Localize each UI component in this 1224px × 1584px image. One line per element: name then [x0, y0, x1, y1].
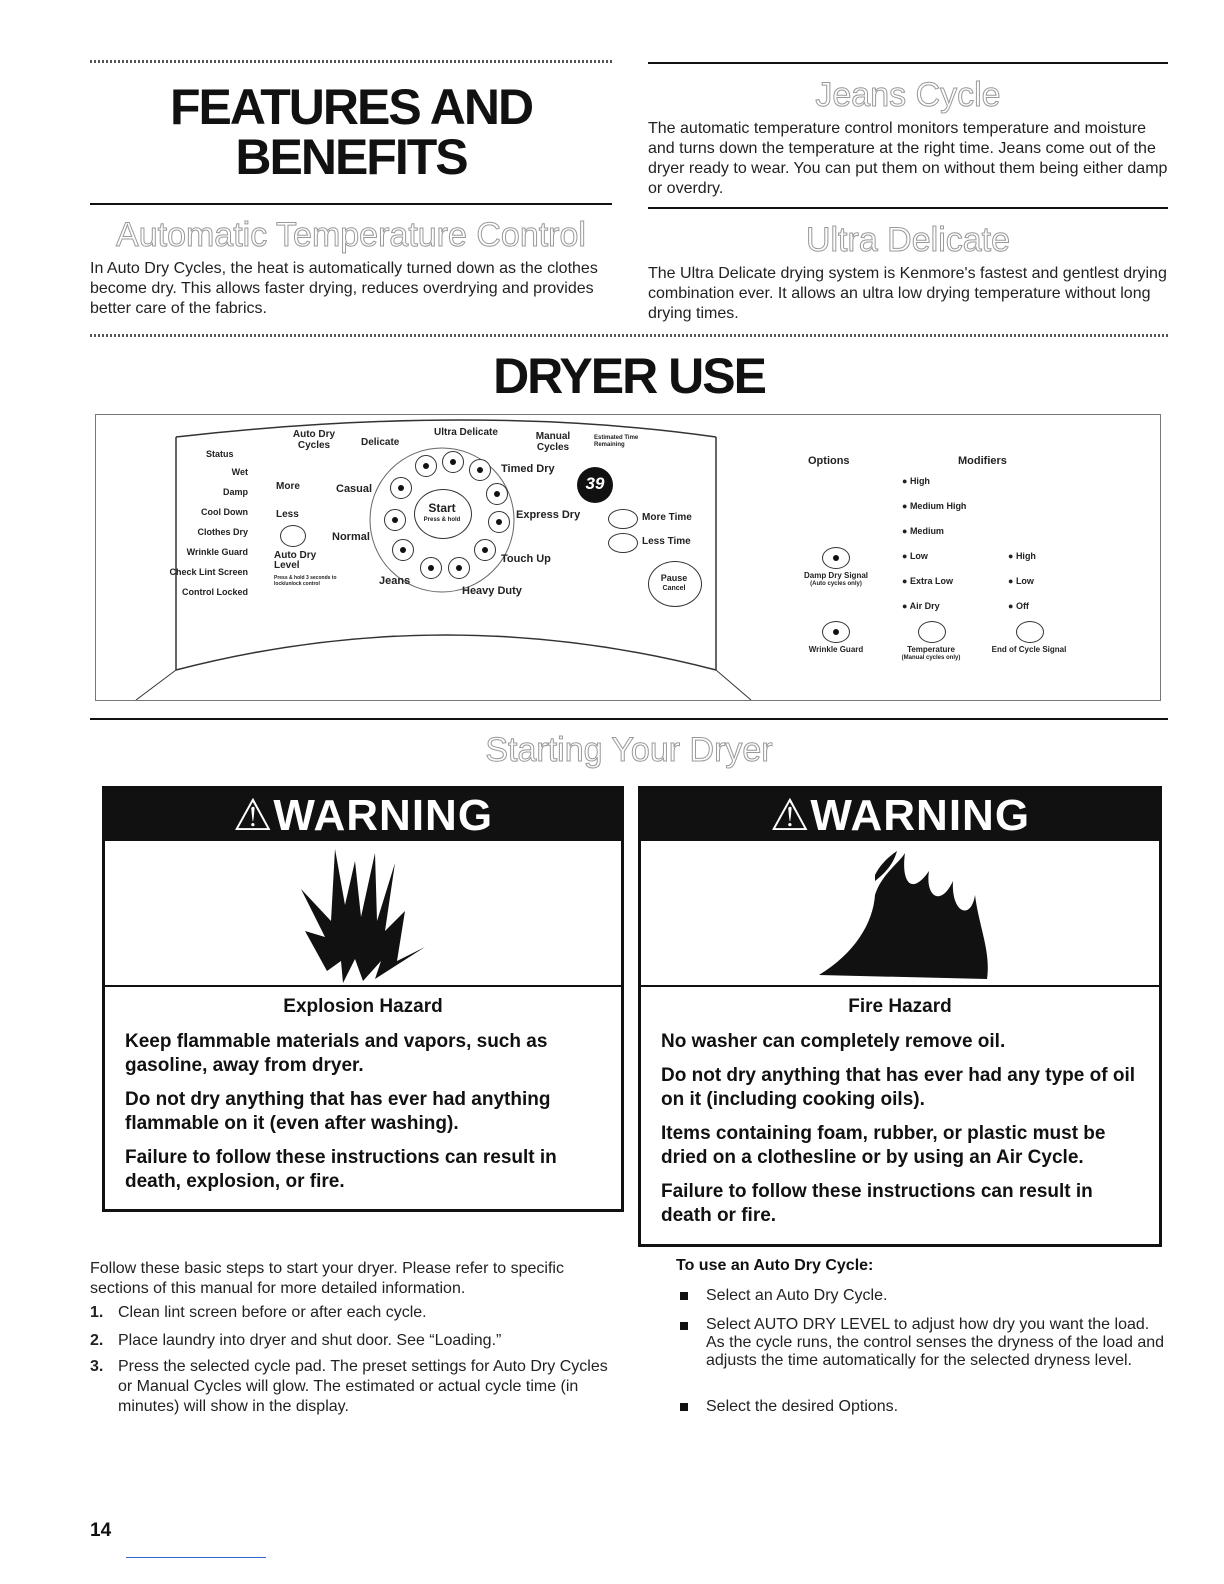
- lock-note: Press & hold 3 seconds to lock/unlock control: [274, 575, 337, 587]
- warning-text: Do not dry anything that has ever had anything flammable on it (even after washing).: [125, 1089, 551, 1134]
- normal-label: Normal: [332, 531, 370, 543]
- warning-banner: [105, 789, 621, 841]
- status-title: Status: [206, 449, 234, 459]
- status-item: Clothes Dry: [197, 527, 248, 537]
- fire-icon-area: [641, 841, 1159, 987]
- warning-icon: ⚠: [232, 791, 274, 840]
- page-number: 14: [90, 1520, 112, 1541]
- auto-dry-level-label: Auto Dry Level: [274, 550, 317, 571]
- status-item: Wet: [231, 467, 248, 477]
- bullet-icon: [680, 1403, 688, 1411]
- damp-dry-sub-label: (Auto cycles only): [810, 581, 862, 587]
- hazard-title: Fire Hazard: [848, 996, 952, 1017]
- temp-level-label: Extra Low: [909, 576, 953, 586]
- touch-up-label: Touch Up: [501, 553, 551, 565]
- start-sub-label: Press & hold: [423, 517, 461, 523]
- status-item: Wrinkle Guard: [186, 547, 248, 557]
- normal-cycle-button[interactable]: [384, 509, 406, 531]
- ultra-delicate-cycle-button[interactable]: [442, 451, 464, 473]
- more-time-label: More Time: [642, 512, 692, 523]
- warning-text: Items containing foam, rubber, or plastic must be dried on a clothesline or by using an Air Cycle.: [661, 1123, 1106, 1168]
- warning-icon: ⚠: [769, 791, 811, 840]
- step-number: 3.: [90, 1358, 104, 1375]
- step-text: Press the selected cycle pad. The preset settings for Auto Dry Cycles or Manual Cycles will glow. The estimated or actual cycle time (in minutes) will show in the display.: [118, 1358, 608, 1415]
- auto-temp-text: In Auto Dry Cycles, the heat is automatically turned down as the clothes become dry. This allows faster drying, reduces overdrying and provides better care of the fabrics.: [90, 260, 598, 317]
- jeans-cycle-button[interactable]: [392, 539, 414, 561]
- temperature-button[interactable]: [918, 621, 946, 643]
- less-time-button[interactable]: [608, 533, 638, 553]
- jeans-label: Jeans: [379, 575, 411, 587]
- pause-label: Pause: [660, 573, 688, 583]
- temp-level-label: Medium: [909, 526, 944, 536]
- status-item: Control Locked: [181, 587, 248, 597]
- temperature-sub-label: (Manual cycles only): [901, 655, 961, 661]
- step-text: Place laundry into dryer and shut door. See “Loading.”: [118, 1332, 502, 1349]
- control-panel: [95, 414, 1161, 701]
- timed-dry-label: Timed Dry: [501, 463, 555, 475]
- warning-label: WARNING: [810, 791, 1031, 840]
- warning-text: No washer can completely remove oil.: [661, 1031, 1006, 1052]
- signal-level: ● Low: [1008, 576, 1034, 586]
- timed-dry-cycle-button[interactable]: [469, 459, 491, 481]
- rule: [90, 718, 1168, 720]
- touch-up-cycle-button[interactable]: [448, 557, 470, 579]
- temp-level-label: Air Dry: [909, 601, 940, 611]
- pause-cancel-button[interactable]: [648, 561, 702, 607]
- temperature-label: Temperature: [907, 645, 955, 654]
- steps-intro: Follow these basic steps to start your dryer. Please refer to specific sections of this manual for more detailed information.: [90, 1260, 564, 1297]
- express-dry-cycle-button[interactable]: [488, 511, 510, 533]
- estimated-time-label: Estimated Time Remaining: [594, 435, 639, 448]
- warning-text: Failure to follow these instructions can result in death, explosion, or fire.: [125, 1147, 557, 1192]
- more-label: More: [276, 481, 300, 492]
- temp-level: ● Air Dry: [902, 601, 940, 611]
- rule: [90, 203, 612, 205]
- auto-dry-title: To use an Auto Dry Cycle:: [676, 1257, 874, 1274]
- damp-dry-signal-label: Damp Dry Signal: [803, 571, 868, 580]
- signal-level: ● High: [1008, 551, 1036, 561]
- options-label: Options: [808, 455, 850, 467]
- bullet-icon: [680, 1292, 688, 1300]
- status-item: Damp: [222, 487, 248, 497]
- temp-level: ● Extra Low: [902, 576, 953, 586]
- heavy-duty-cycle-button[interactable]: [420, 557, 442, 579]
- temp-level: ● High: [902, 476, 930, 486]
- warning-text: Keep flammable materials and vapors, such as gasoline, away from dryer.: [125, 1031, 548, 1076]
- temp-level-label: High: [909, 476, 930, 486]
- dryer-use-title: DRYER USE: [493, 348, 765, 404]
- wrinkle-cycle-button[interactable]: [474, 539, 496, 561]
- casual-label: Casual: [336, 483, 373, 495]
- warning-box-explosion: [102, 786, 624, 1212]
- heavy-duty-label: Heavy Duty: [462, 585, 522, 597]
- modifiers-label: Modifiers: [958, 455, 1007, 467]
- auto-dry-bullet: Select the desired Options.: [706, 1398, 899, 1415]
- page-title-line1: FEATURES AND: [169, 79, 533, 135]
- warning-text: Failure to follow these instructions can result in death or fire.: [661, 1181, 1093, 1226]
- temp-level-label: Medium High: [909, 501, 967, 511]
- fire-icon: [641, 841, 1159, 985]
- temp-level-label: Low: [909, 551, 928, 561]
- temp-level: ● Medium: [902, 526, 944, 536]
- page-title-line2: BENEFITS: [235, 129, 467, 185]
- more-time-button[interactable]: [608, 509, 638, 529]
- explosion-icon-area: [105, 841, 621, 987]
- signal-level-label: Low: [1015, 576, 1034, 586]
- damp-dry-signal-button[interactable]: [822, 547, 850, 569]
- manual-cycle-button[interactable]: [486, 483, 508, 505]
- explosion-icon: [105, 841, 621, 985]
- warning-box-fire: [638, 786, 1162, 1247]
- less-time-label: Less Time: [642, 536, 691, 547]
- rule: [648, 207, 1168, 209]
- temp-level: ● Medium High: [902, 501, 967, 511]
- section-dotted-rule: [90, 334, 1168, 337]
- status-item: Cool Down: [201, 507, 248, 517]
- less-label: Less: [276, 509, 299, 520]
- end-of-cycle-signal-button[interactable]: [1016, 621, 1044, 643]
- temp-level: ● Low: [902, 551, 928, 561]
- hazard-title: Explosion Hazard: [283, 996, 443, 1017]
- warning-label: WARNING: [273, 791, 494, 840]
- top-dotted-rule: [90, 60, 612, 63]
- end-of-cycle-label: End of Cycle Signal: [991, 645, 1067, 654]
- footer-rule: [126, 1557, 266, 1558]
- bullet-icon: [680, 1322, 688, 1330]
- step-number: 2.: [90, 1332, 104, 1349]
- delicate-label: Delicate: [361, 437, 400, 448]
- auto-dry-cycles-label: Auto Dry Cycles: [292, 429, 336, 451]
- jeans-heading: Jeans Cycle: [815, 76, 1001, 114]
- auto-dry-level-button[interactable]: [280, 525, 306, 547]
- auto-dry-bullet: Select an Auto Dry Cycle.: [706, 1287, 888, 1304]
- rule: [648, 62, 1168, 64]
- starting-heading: Starting Your Dryer: [485, 731, 773, 769]
- signal-level-label: Off: [1015, 601, 1029, 611]
- auto-dry-bullet: Select AUTO DRY LEVEL to adjust how dry you want the load. As the cycle runs, the control senses the dryness of the load and adjusts the time automatically for the selected dryness level.: [706, 1316, 1165, 1369]
- ultra-delicate-text: The Ultra Delicate drying system is Kenmore's fastest and gentlest drying combination ever. It allows an ultra low drying temperature without long drying times.: [648, 265, 1167, 322]
- ultra-delicate-label: Ultra Delicate: [434, 427, 498, 438]
- signal-level-label: High: [1015, 551, 1036, 561]
- manual-cycles-label: Manual Cycles: [535, 431, 571, 453]
- wrinkle-guard-label: Wrinkle Guard: [808, 645, 864, 654]
- wrinkle-guard-button[interactable]: [822, 621, 850, 643]
- step-number: 1.: [90, 1304, 104, 1321]
- jeans-text: The automatic temperature control monitors temperature and moisture and turns down the temperature at the right time. Jeans come out of the dryer ready to wear. You can put them on without them being either damp or overdry.: [648, 120, 1168, 197]
- status-item: Check Lint Screen: [169, 567, 248, 577]
- warning-text: Do not dry anything that has ever had any type of oil on it (including cooking oils).: [661, 1065, 1136, 1110]
- delicate-cycle-button[interactable]: [415, 455, 437, 477]
- cancel-label: Cancel: [662, 585, 686, 592]
- start-label: Start: [428, 501, 456, 515]
- step-text: Clean lint screen before or after each cycle.: [118, 1304, 427, 1321]
- auto-temp-heading: Automatic Temperature Control: [116, 216, 586, 254]
- ultra-delicate-heading: Ultra Delicate: [805, 221, 1011, 259]
- warning-banner: [641, 789, 1159, 841]
- signal-level: ● Off: [1008, 601, 1029, 611]
- time-display: 39: [585, 474, 605, 493]
- express-dry-label: Express Dry: [516, 509, 581, 521]
- casual-cycle-button[interactable]: [390, 477, 412, 499]
